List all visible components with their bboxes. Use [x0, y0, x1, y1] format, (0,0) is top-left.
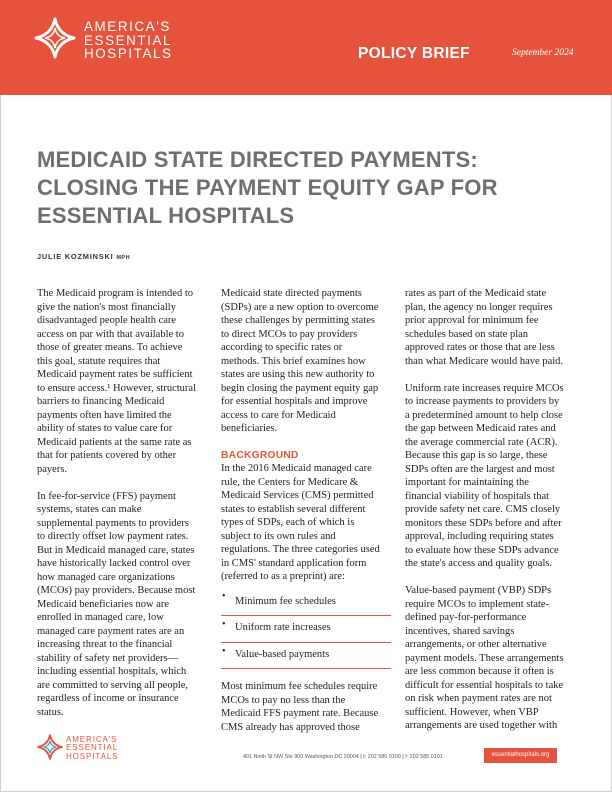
- body-paragraph: Medicaid state directed payments (SDPs) are a new option to overcome these challenges by permitting states to direct MCOs to pay providers according to specific rates or methods. This brief examines how states are using this new authority to begin closing the payment equity gap for essential hospitals and improve access to care for Medicaid beneficiaries.: [221, 288, 379, 434]
- text-column-3: [405, 287, 577, 733]
- text-column-1: [37, 287, 207, 719]
- section-heading-background: BACKGROUND: [221, 449, 299, 461]
- text-column-2: [221, 287, 391, 734]
- footer-address-text: 401 Ninth St NW Ste 900 Washington DC 20004: [243, 754, 359, 760]
- website-link[interactable]: essentialhospitals.org: [484, 748, 557, 763]
- phone-number: 202 585 0100: [367, 754, 401, 760]
- footer-logo-wordmark: [66, 736, 118, 761]
- logo-line: HOSPITALS: [84, 46, 173, 61]
- logo-line: AMERICA'S: [84, 19, 171, 34]
- body-paragraph: Uniform rate increases require MCOs to increase payments to providers by a predetermined amount to help close the gap between Medicaid rates and the average commercial rate (ACR). Because this gap is so large, these SDPs often are the largest and most important for maintaining the financial viability of hospitals that provide safety net care. CMS closely monitors these SDPs before and after approval, including requiring states to evaluate how these SDPs advance the state's access and quality goals.: [405, 382, 564, 569]
- list-item: [221, 643, 391, 670]
- body-paragraph: Value-based payment (VBP) SDPs require MCOs to implement state- defined pay-for-performance incentives, shared savings arrangements, or other alternative payment models. These arrangements are less common because it often is difficult for essential hospitals to take on risk when payment rates are not sufficient. However, when VBP arrangements are used together with: [405, 585, 564, 731]
- separator: |: [360, 754, 362, 760]
- body-paragraph: Most minimum fee schedules require MCOs to pay no less than the Medicaid FFS payment rate. Because CMS already has approved those: [221, 681, 379, 733]
- fax-number: 202 585 0101: [409, 754, 443, 760]
- list-item: [221, 590, 391, 617]
- publish-date: September 2024: [512, 48, 574, 58]
- body-paragraph: In the 2016 Medicaid managed care rule, the Centers for Medicare & Medicaid Services (CMS) permitted states to establish several different types of SDPs, each of which is subject to its own rules and regulations. The three categories used in CMS' standard application form (referred to as a preprint) are:: [221, 463, 380, 582]
- aeh-diamond-logo-icon: [37, 734, 63, 760]
- aeh-diamond-logo-icon: [34, 17, 76, 59]
- list-item-label: Minimum fee schedules: [235, 595, 336, 607]
- fax-label: f:: [405, 754, 409, 760]
- body-paragraph: rates as part of the Medicaid state plan, the agency no longer requires prior approval for minimum fee schedules based on state plan approved rates or those that are less than what Medicare would have paid.: [405, 288, 564, 367]
- bullet-icon: •: [222, 590, 226, 602]
- doc-type-label: POLICY BRIEF: [358, 45, 470, 62]
- title-line: CLOSING THE PAYMENT EQUITY GAP FOR: [37, 175, 498, 200]
- header-band: [0, 0, 612, 95]
- title-line: ESSENTIAL HOSPITALS: [37, 203, 295, 228]
- logo-line: HOSPITALS: [66, 751, 119, 761]
- separator: |: [402, 754, 404, 760]
- body-paragraph: The Medicaid program is intended to give the nation's most financially disadvantaged people health care access on par with that available to those of greater means. To achieve this goal, statute requires that Medicaid payment rates be sufficient to ensure access.¹ However, structural barriers to financing Medicaid payments often have limited the ability of states to value care for Medicaid patients at the same rate as that for patients covered by other payers.: [37, 288, 196, 475]
- list-item: [221, 616, 391, 643]
- bullet-icon: •: [222, 619, 226, 630]
- body-paragraph: In fee-for-service (FFS) payment systems, states can make supplemental payments to providers to directly offset low payment rates. But in Medicaid managed care, states have historically lacked control over how managed care organizations (MCOs) pay providers. Because most Medicaid beneficiaries now are enrolled in managed care, low managed care payment rates are an increasing threat to the financial stability of safety net providers— including essential hospitals, which are committed to serving all people, regardless of income or insurance status.: [37, 490, 196, 718]
- header-logo-wordmark: [84, 20, 173, 61]
- author-byline: [37, 252, 130, 261]
- author-credential: MPH: [116, 255, 131, 261]
- logo-line: AMERICA'S: [66, 735, 118, 744]
- logo-line: ESSENTIAL: [66, 743, 119, 753]
- list-item-label: Value-based payments: [235, 648, 330, 660]
- sdp-category-list: [221, 590, 391, 670]
- author-name: JULIE KOZMINSKI: [37, 252, 114, 261]
- bullet-icon: •: [222, 645, 226, 657]
- document-title: [37, 146, 577, 230]
- phone-label: t:: [363, 754, 367, 760]
- logo-line: ESSENTIAL: [84, 32, 173, 48]
- title-line: MEDICAID STATE DIRECTED PAYMENTS:: [37, 147, 478, 172]
- footer-contact: [243, 754, 443, 760]
- list-item-label: Uniform rate increases: [235, 622, 331, 633]
